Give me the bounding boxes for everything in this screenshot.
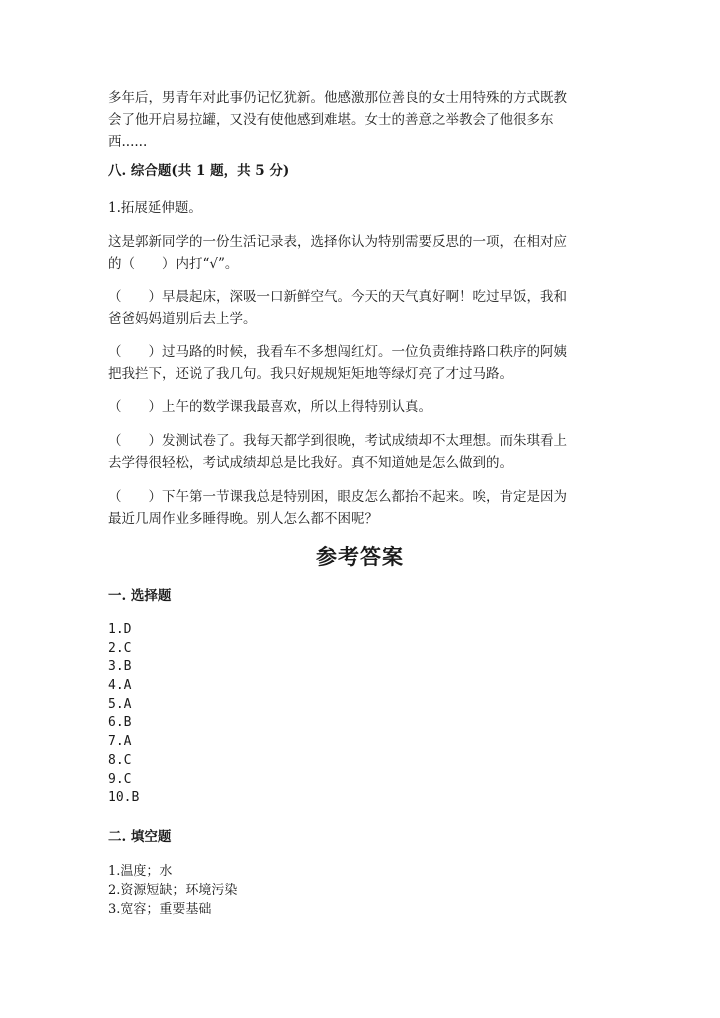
- record-item-4: [108, 430, 618, 474]
- fill-section-heading: 二. 填空题: [108, 829, 172, 845]
- record-item-5: [108, 486, 618, 530]
- text-line: 多年后，男青年对此事仍记忆犹新。他感激那位善良的女士用特殊的方式既教: [108, 90, 567, 106]
- record-item-2: [108, 341, 618, 385]
- text-line: （ ）上午的数学课我最喜欢，所以上得特别认真。: [108, 399, 432, 415]
- text-line: 会了他开启易拉罐，又没有使他感到难堪。女士的善意之举教会了他很多东: [108, 112, 554, 128]
- answers-title: 参考答案: [316, 544, 404, 569]
- answer-item: 2.资源短缺；环境污染: [108, 883, 238, 898]
- question-intro: [108, 231, 618, 275]
- question-1-title: 1.拓展延伸题。: [108, 200, 202, 216]
- answer-item: 9.C: [108, 771, 132, 787]
- section-8-heading: 八. 综合题(共 1 题，共 5 分): [108, 163, 290, 179]
- record-item-1: [108, 286, 618, 330]
- text-line: 去学得很轻松，考试成绩却总是比我好。真不知道她是怎么做到的。: [108, 455, 513, 471]
- record-item-3: [108, 396, 618, 418]
- answer-item: 5.A: [108, 696, 132, 712]
- text-line: （ ）早晨起床，深吸一口新鲜空气。今天的天气真好啊！吃过早饭，我和: [108, 289, 567, 305]
- text-line: （ ）发测试卷了。我每天都学到很晚，考试成绩却不太理想。而朱琪看上: [108, 433, 567, 449]
- text-line: （ ）下午第一节课我总是特别困，眼皮怎么都抬不起来。唉，肯定是因为: [108, 489, 567, 505]
- answer-item: 2.C: [108, 640, 132, 656]
- text-line: 爸爸妈妈道别后去上学。: [108, 311, 257, 327]
- text-line: （ ）过马路的时候，我看车不多想闯红灯。一位负责维持路口秩序的阿姨: [108, 344, 567, 360]
- choice-answer-list: [108, 621, 139, 808]
- text-line: 这是郭新同学的一份生活记录表，选择你认为特别需要反思的一项，在相对应: [108, 234, 567, 250]
- answer-item: 4.A: [108, 678, 132, 694]
- text-line: 最近几周作业多睡得晚。别人怎么都不困呢？: [108, 511, 378, 527]
- answer-item: 1.D: [108, 622, 132, 637]
- answer-item: 7.A: [108, 734, 132, 750]
- text-line: 西......: [108, 134, 148, 150]
- fill-answer-list: [108, 862, 237, 919]
- text-line: 把我拦下，还说了我几句。我只好规规矩矩地等绿灯亮了才过马路。: [108, 366, 513, 382]
- answer-item: 8.C: [108, 752, 132, 768]
- answer-item: 3.B: [108, 659, 132, 675]
- answer-item: 10.B: [108, 790, 140, 806]
- answer-item: 1.温度；水: [108, 864, 173, 879]
- answer-item: 3.宽容；重要基础: [108, 902, 212, 917]
- text-line: 的（ ）内打“√”。: [108, 256, 239, 272]
- choice-section-heading: 一. 选择题: [108, 588, 172, 604]
- story-tail-paragraph: [108, 87, 618, 153]
- answer-item: 6.B: [108, 715, 132, 731]
